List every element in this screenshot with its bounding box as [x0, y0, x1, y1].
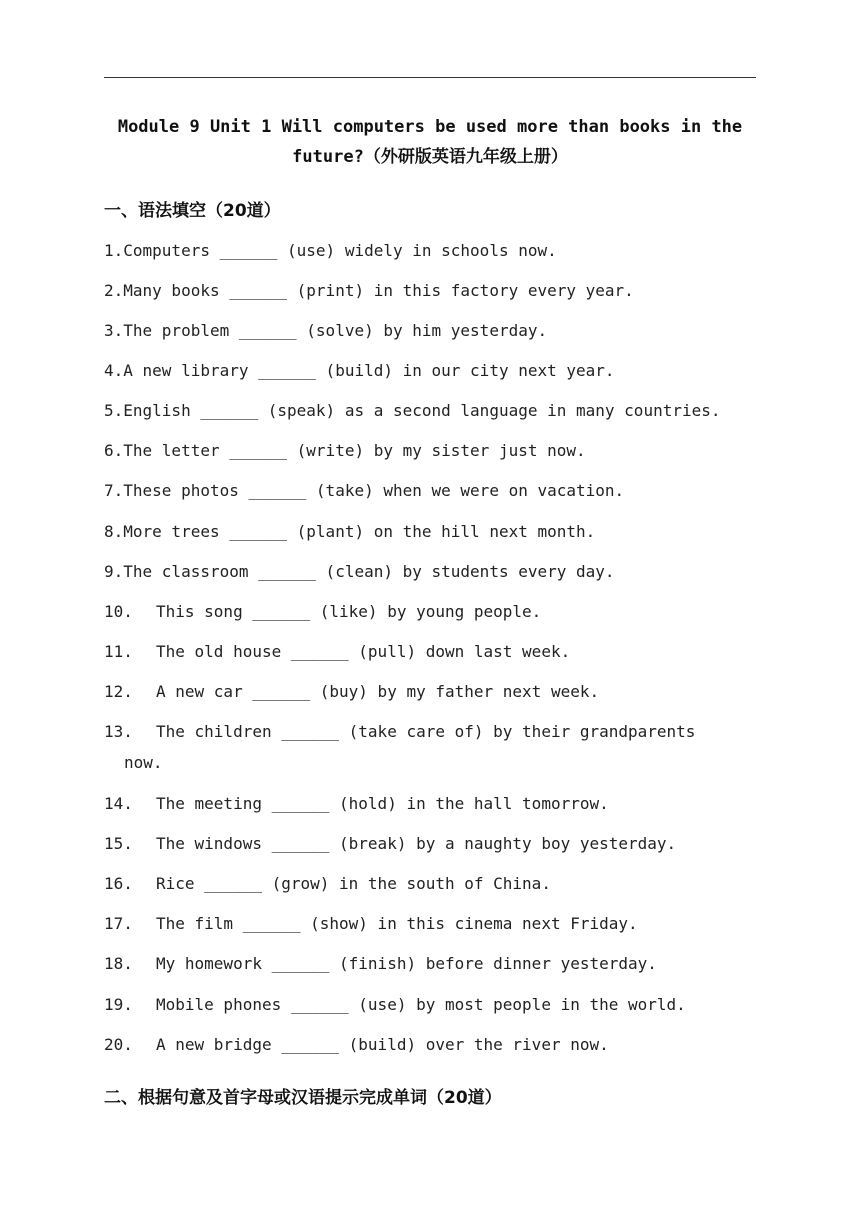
- question-item: [104, 600, 764, 624]
- question-number: 15.: [104, 834, 133, 853]
- question-item: [104, 359, 764, 383]
- question-text: My homework ______ (finish) before dinner yesterday.: [156, 954, 657, 973]
- question-text-continuation: now.: [124, 753, 163, 772]
- question-text: Mobile phones ______ (use) by most people in the world.: [156, 995, 686, 1014]
- question-item: [104, 832, 764, 856]
- question-text: The old house ______ (pull) down last week.: [156, 642, 571, 661]
- question-item: [104, 279, 764, 303]
- question-item: [104, 993, 764, 1017]
- question-item: [104, 319, 764, 343]
- question-number: 3.: [104, 321, 124, 340]
- question-number: 20.: [104, 1035, 133, 1054]
- question-text: The letter ______ (write) by my sister just now.: [123, 441, 586, 460]
- question-number: 2.: [104, 281, 124, 300]
- question-number: 8.: [104, 522, 124, 541]
- question-number: 17.: [104, 914, 133, 933]
- question-text: Computers ______ (use) widely in schools now.: [123, 241, 557, 260]
- question-number: 4.: [104, 361, 124, 380]
- question-item: [104, 872, 764, 896]
- question-text: This song ______ (like) by young people.: [156, 602, 542, 621]
- question-item: [104, 680, 764, 704]
- question-item: [104, 439, 764, 463]
- question-number: 16.: [104, 874, 133, 893]
- question-number: 12.: [104, 682, 133, 701]
- question-number: 1.: [104, 241, 124, 260]
- question-text: The classroom ______ (clean) by students every day.: [123, 562, 615, 581]
- question-item: [104, 792, 764, 816]
- section-heading-word-completion: 二、根据句意及首字母或汉语提示完成单词（20道）: [104, 1088, 502, 1108]
- question-item: [104, 1033, 764, 1057]
- question-item: [104, 640, 764, 664]
- question-number: 6.: [104, 441, 124, 460]
- question-text: More trees ______ (plant) on the hill next month.: [123, 522, 596, 541]
- question-text: The problem ______ (solve) by him yesterday.: [123, 321, 548, 340]
- question-item: [104, 520, 764, 544]
- question-number: 18.: [104, 954, 133, 973]
- question-item: [104, 912, 764, 936]
- question-item: [104, 720, 764, 775]
- question-number: 13.: [104, 722, 133, 741]
- question-text: The meeting ______ (hold) in the hall tomorrow.: [156, 794, 609, 813]
- question-number: 5.: [104, 401, 124, 420]
- question-text: These photos ______ (take) when we were on vacation.: [123, 481, 625, 500]
- question-text: The windows ______ (break) by a naughty boy yesterday.: [156, 834, 677, 853]
- question-item: [104, 952, 764, 976]
- question-text: Many books ______ (print) in this factory every year.: [123, 281, 634, 300]
- title-line-2: future?（外研版英语九年级上册）: [292, 147, 568, 167]
- question-text: The children ______ (take care of) by their grandparents: [156, 722, 696, 741]
- question-number: 11.: [104, 642, 133, 661]
- question-number: 14.: [104, 794, 133, 813]
- question-item: [104, 239, 764, 263]
- question-number: 10.: [104, 602, 133, 621]
- question-text: A new bridge ______ (build) over the river now.: [156, 1035, 609, 1054]
- question-text: English ______ (speak) as a second language in many countries.: [123, 401, 721, 420]
- question-number: 7.: [104, 481, 124, 500]
- question-text: A new library ______ (build) in our city next year.: [123, 361, 615, 380]
- question-item: [104, 399, 764, 423]
- question-item: [104, 479, 764, 503]
- question-number: 19.: [104, 995, 133, 1014]
- title-line-1: Module 9 Unit 1 Will computers be used more than books in the: [117, 117, 743, 137]
- question-text: A new car ______ (buy) by my father next week.: [156, 682, 600, 701]
- question-text: Rice ______ (grow) in the south of China.: [156, 874, 551, 893]
- question-item: [104, 560, 764, 584]
- question-number: 9.: [104, 562, 124, 581]
- section-heading-grammar-fill: 一、语法填空（20道）: [104, 201, 281, 221]
- question-text: The film ______ (show) in this cinema next Friday.: [156, 914, 638, 933]
